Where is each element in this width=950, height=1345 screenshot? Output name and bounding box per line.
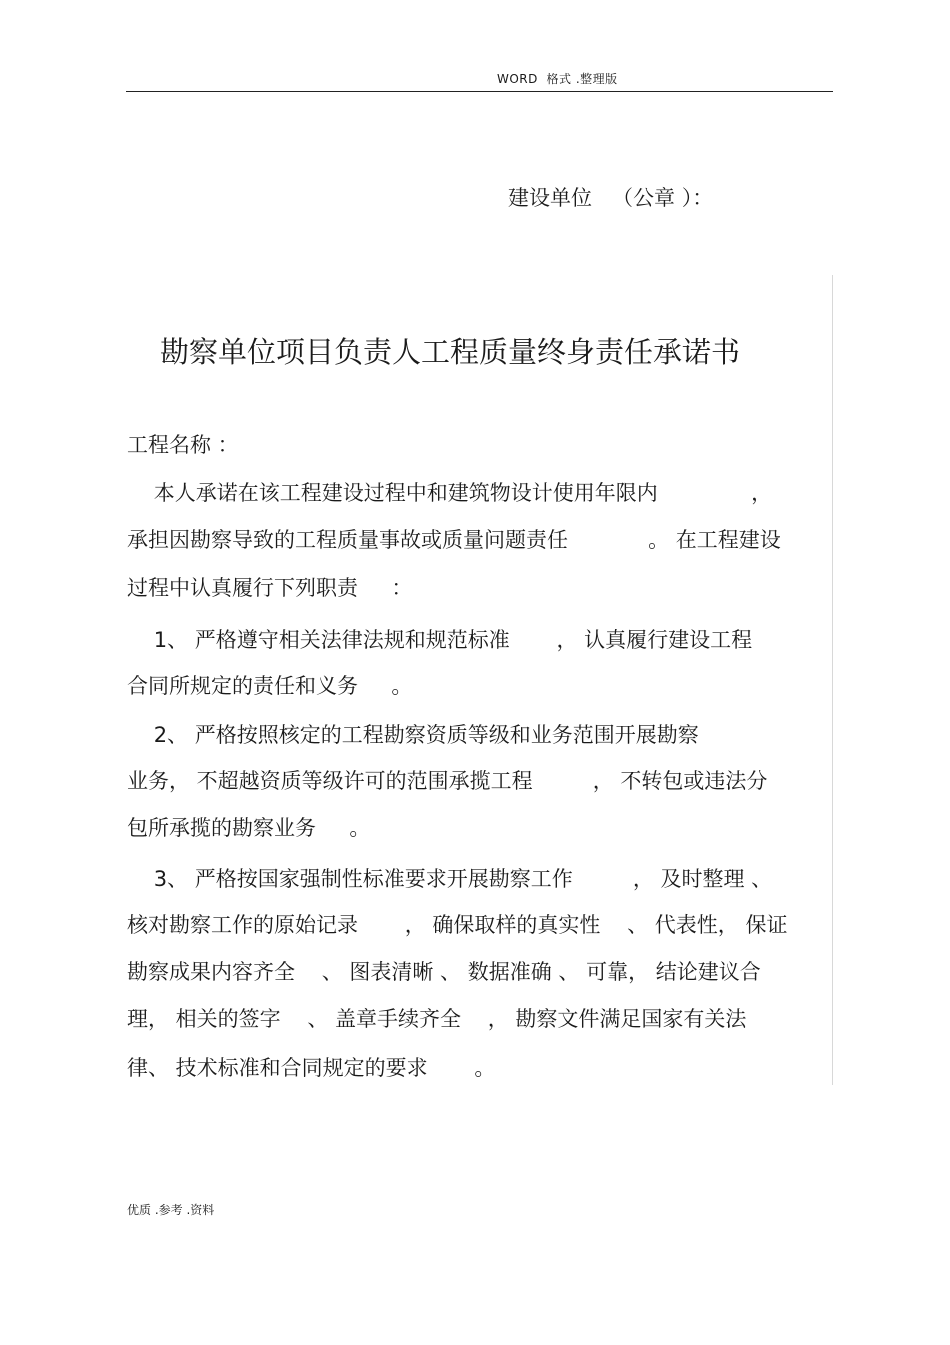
document-title: 勘察单位项目负责人工程质量终身责任承诺书 [160,335,741,369]
header-divider [126,91,833,92]
body-line: 承担因勘察导致的工程质量事故或质量问题责任 。 在工程建设 [127,528,781,552]
body-line: 2、 严格按照核定的工程勘察资质等级和业务范围开展勘察 [127,723,699,747]
page-header-text: WORD 格式 .整理版 [497,72,618,86]
project-name-label: 工程名称 ： [127,433,239,457]
body-line: 1、 严格遵守相关法律法规和规范标准 ， 认真履行建设工程 [127,628,753,652]
body-line: 合同所规定的责任和义务 。 [127,674,413,698]
construction-unit-seal-label: 建设单位 （公章 ）： [508,186,714,210]
body-line: 业务， 不超越资质等级许可的范围承揽工程 ， 不转包或违法分 [127,769,768,793]
page-footer-text: 优质 .参考 .资料 [127,1203,215,1217]
body-line: 3、 严格按国家强制性标准要求开展勘察工作 ， 及时整理 、 [127,867,773,891]
body-line: 过程中认真履行下列职责 ： [127,576,413,600]
body-line: 理， 相关的签字 、 盖章手续齐全 ， 勘察文件满足国家有关法 [127,1007,747,1031]
margin-rule [832,275,833,1085]
body-line: 本人承诺在该工程建设过程中和建筑物设计使用年限内 ， [127,481,773,505]
body-line: 核对勘察工作的原始记录 ， 确保取样的真实性 、 代表性， 保证 [127,913,788,937]
body-line: 律、 技术标准和合同规定的要求 。 [127,1056,496,1080]
body-line: 勘察成果内容齐全 、 图表清晰 、 数据准确 、 可靠， 结论建议合 [127,960,761,984]
body-line: 包所承揽的勘察业务 。 [127,816,371,840]
